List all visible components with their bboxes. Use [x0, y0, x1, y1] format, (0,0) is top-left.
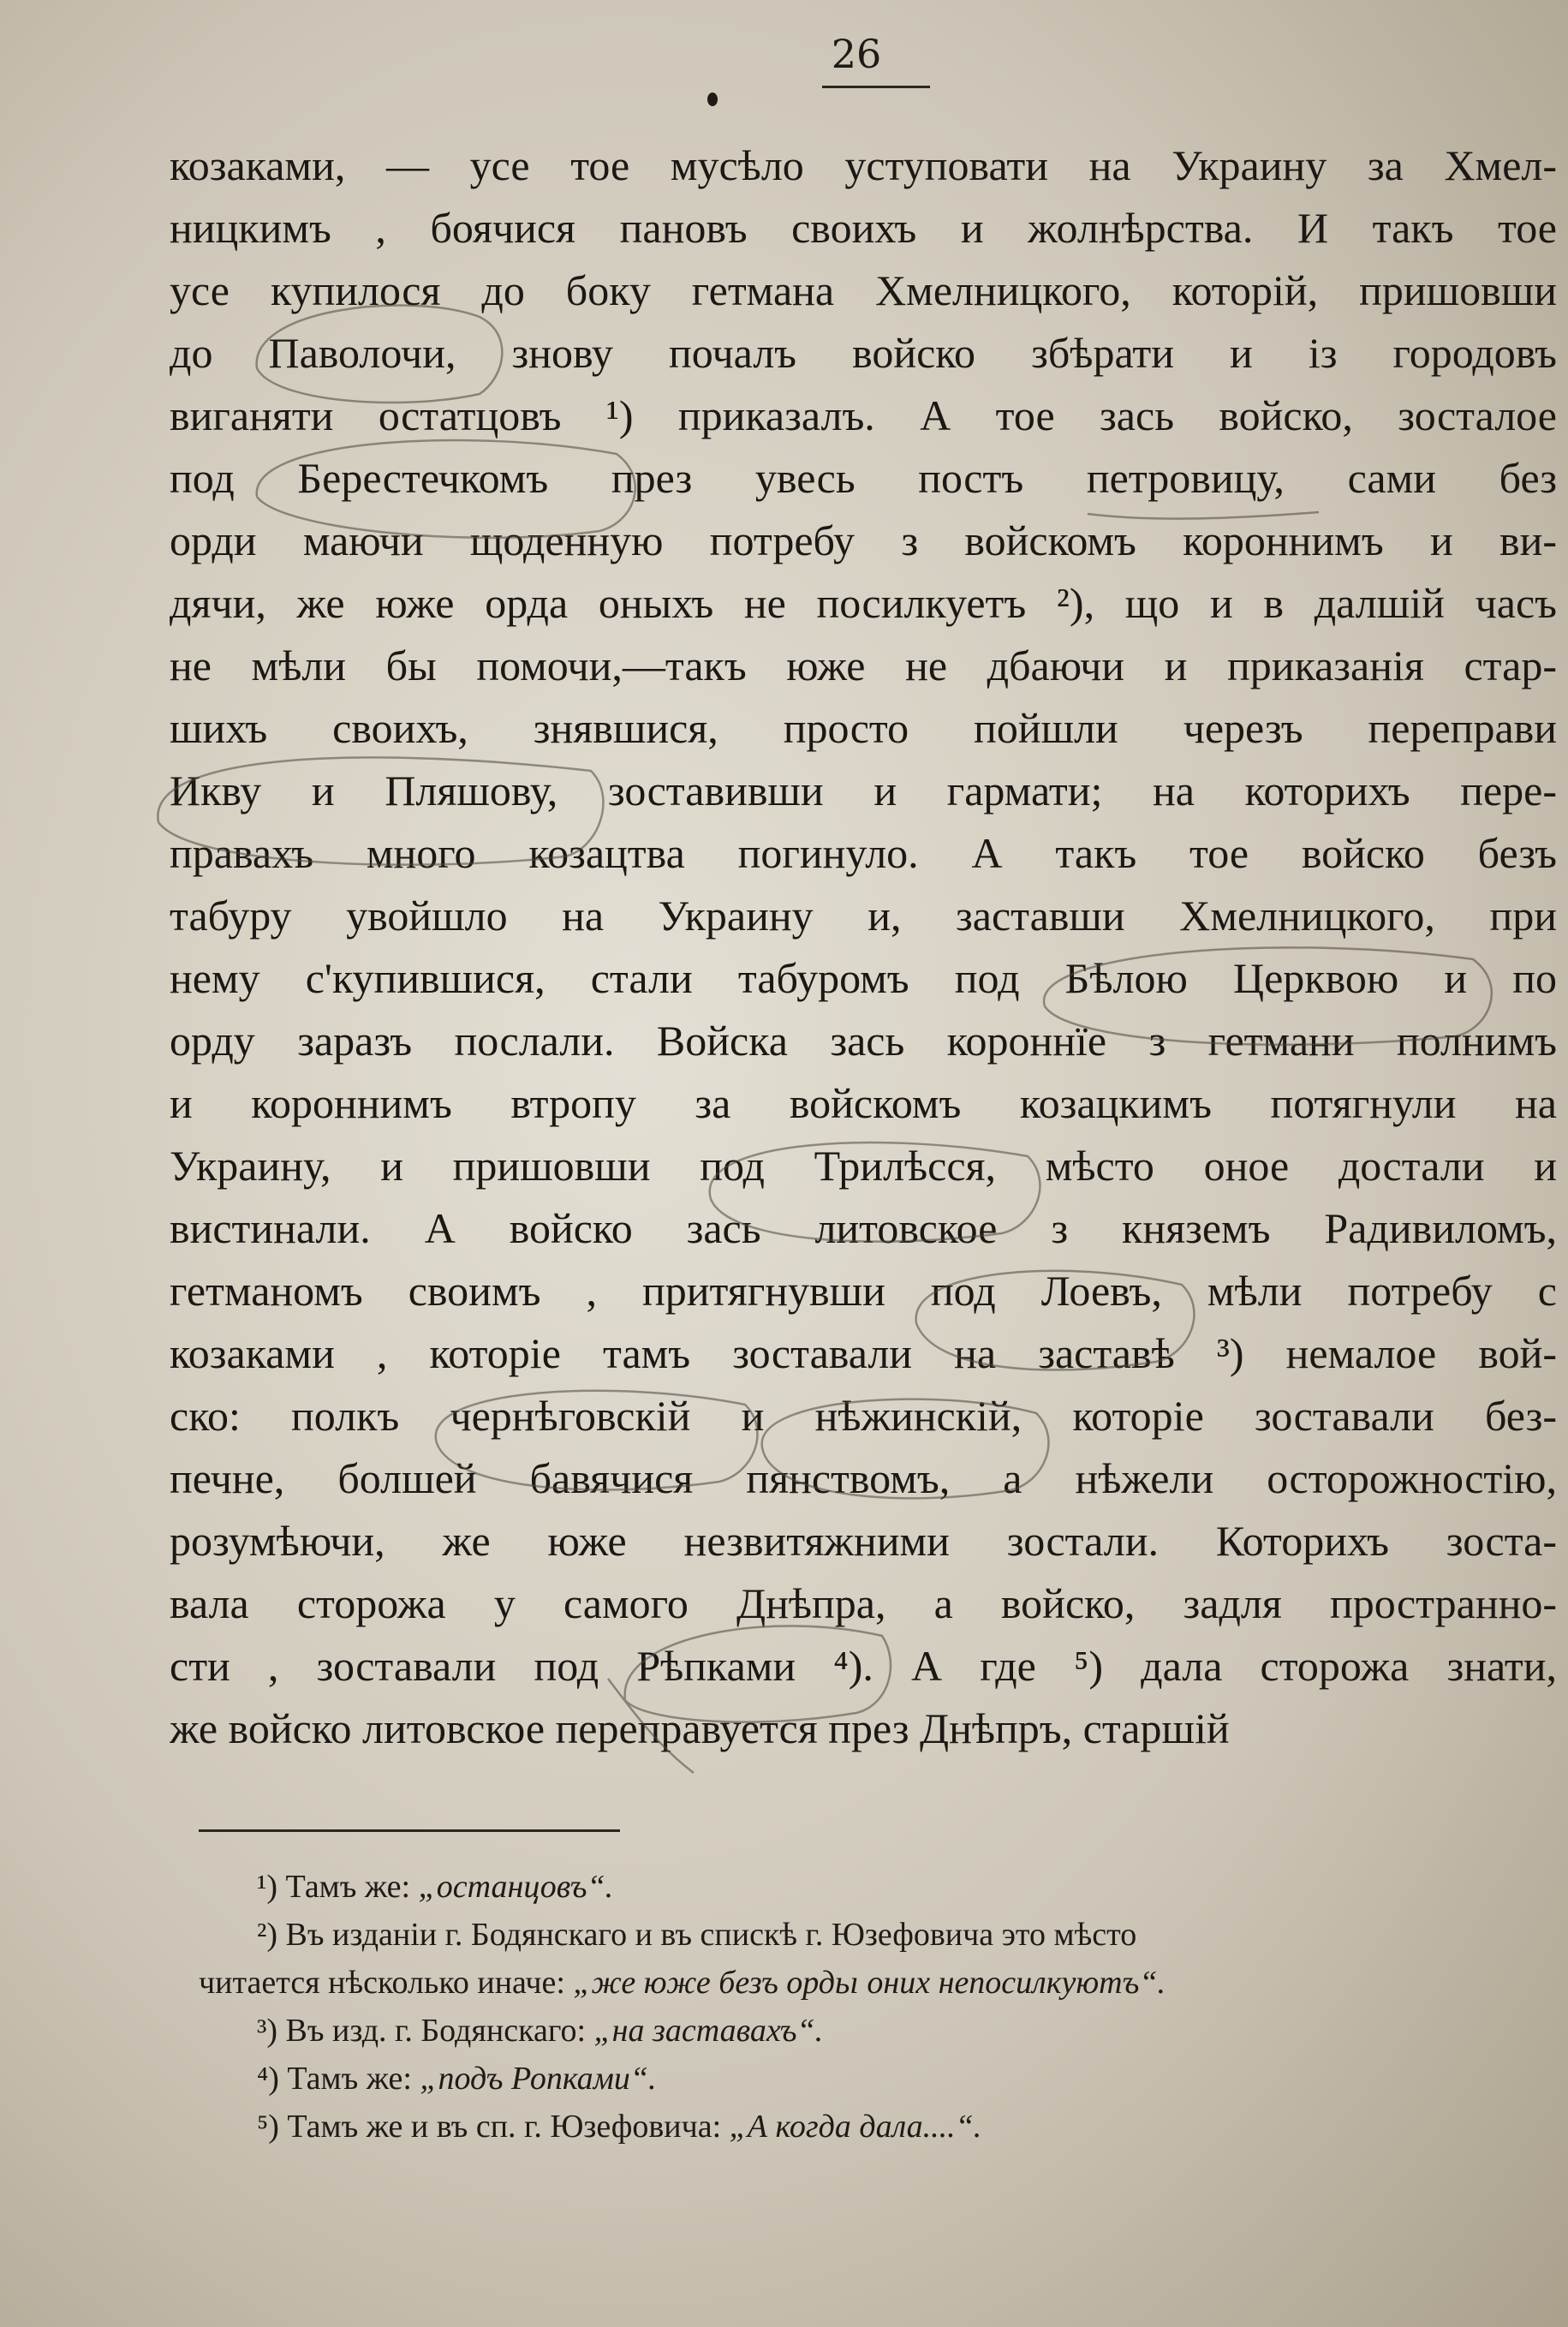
footnote-quote: „на заставахъ“. [593, 2013, 824, 2049]
text-line: орду заразъ послали. Войска зась короннїе з гетмани полнимъ [170, 1017, 1557, 1065]
text-line: шихъ своихъ, знявшися, просто пойшли черезъ переправи [170, 704, 1557, 752]
text-line: до Паволочи, знову почалъ войско збѣрати и із городовъ [170, 329, 1557, 377]
text-line: не мѣли бы помочи,—такъ юже не дбаючи и приказанія стар- [170, 641, 1557, 689]
text-line: нему с'купившися, стали табуромъ под Бѣлою Церквою и по [170, 954, 1557, 1002]
text-line: козаками , которіе тамъ зоставали на заставѣ ³) немалое вой- [170, 1329, 1557, 1377]
page-number: 26 [831, 31, 882, 77]
footnote-text: Въ изд. г. Бодянскаго: [285, 2013, 587, 2049]
footnote-2-continued [199, 1961, 1552, 2004]
text-line: ско: полкъ чернѣговскій и нѣжинскій, которіе зоставали без- [170, 1392, 1557, 1440]
text-line: виганяти остатцовъ ¹) приказалъ. А тое зась войско, зосталое [170, 391, 1557, 439]
footnote-quote: „же юже безъ ордьı оних непосилкуютъ“. [573, 1965, 1166, 2001]
text-line: Украину, и пришовши под Трилѣсся, мѣсто оное достали и [170, 1142, 1557, 1190]
text-line: вистинали. А войско зась литовское з княземъ Радивиломъ, [170, 1204, 1557, 1252]
footnote-3 [257, 2009, 1568, 2052]
text-line: печне, болшей бавячися пянствомъ, а нѣжели осторожностію, [170, 1454, 1557, 1502]
footnote-1 [257, 1865, 1568, 1908]
footnote-mark: ³) [257, 2013, 278, 2049]
footnote-4 [257, 2057, 1568, 2100]
text-line: Икву и Пляшову, зоставивши и гармати; на которихъ пере- [170, 767, 1557, 814]
text-line: табуру увойшло на Украину и, заставши Хмелницкого, при [170, 892, 1557, 940]
footnote-5 [257, 2105, 1568, 2148]
footnote-text: Тамъ же: [287, 2061, 412, 2097]
text-line: вала сторожа у самого Днѣпра, а войско, задля пространно- [170, 1579, 1557, 1627]
text-line: дячи, же юже орда оныхъ не посилкуетъ ²), що и в далшій часъ [170, 579, 1557, 627]
footnote-quote: „подъ Ропками“. [420, 2061, 657, 2097]
text-line: и короннимъ втропу за войскомъ козацкимъ потягнули на [170, 1079, 1557, 1127]
text-line: гетманомъ своимъ , притягнувши под Лоевъ, мѣли потребу с [170, 1267, 1557, 1315]
footnote-quote: „останцовъ“. [418, 1869, 614, 1905]
footnote-mark: ⁴) [257, 2061, 279, 2097]
text-line: козаками, — усе тое мусѣло уступовати на Украину за Хмел- [170, 141, 1557, 189]
footnote-mark: ⁵) [257, 2109, 279, 2145]
text-line: же войско литовское переправуется през Днѣпръ, старшій [170, 1704, 1230, 1752]
footnote-mark: ²) [257, 1917, 278, 1953]
footnote-2 [257, 1913, 1568, 1956]
text-line: ницкимъ , боячися пановъ своихъ и жолнѣрства. И такъ тое [170, 204, 1557, 252]
footnote-text: Тамъ же и въ сп. г. Юзефовича: [287, 2109, 722, 2145]
text-line: сти , зоставали под Рѣпками ⁴). А где ⁵) дала сторожа знати, [170, 1642, 1557, 1690]
footnote-text: Въ изданіи г. Бодянскаго и въ спискѣ г. Юзефовича это мѣсто [285, 1917, 1137, 1953]
footnote-quote: „А когда дала....“. [729, 2109, 982, 2145]
text-line: орди маючи щоденную потребу з войскомъ короннимъ и ви- [170, 516, 1557, 564]
text-line: правахъ много козацтва погинуло. А такъ тое войско безъ [170, 829, 1557, 877]
text-line: розумѣючи, же юже незвитяжними зостали. Которихъ зоста- [170, 1517, 1557, 1565]
text-line: усе купилося до боку гетмана Хмелницкого, которій, пришовши [170, 266, 1557, 314]
text-line: под Берестечкомъ през увесь постъ петровицу, сами без [170, 454, 1557, 502]
footnote-divider [199, 1829, 620, 1832]
footnote-text: Тамъ же: [285, 1869, 411, 1905]
footnote-text: читается нѣсколько иначе: [199, 1965, 565, 2001]
footnote-mark: ¹) [257, 1869, 278, 1905]
footnotes [0, 1841, 1568, 2201]
